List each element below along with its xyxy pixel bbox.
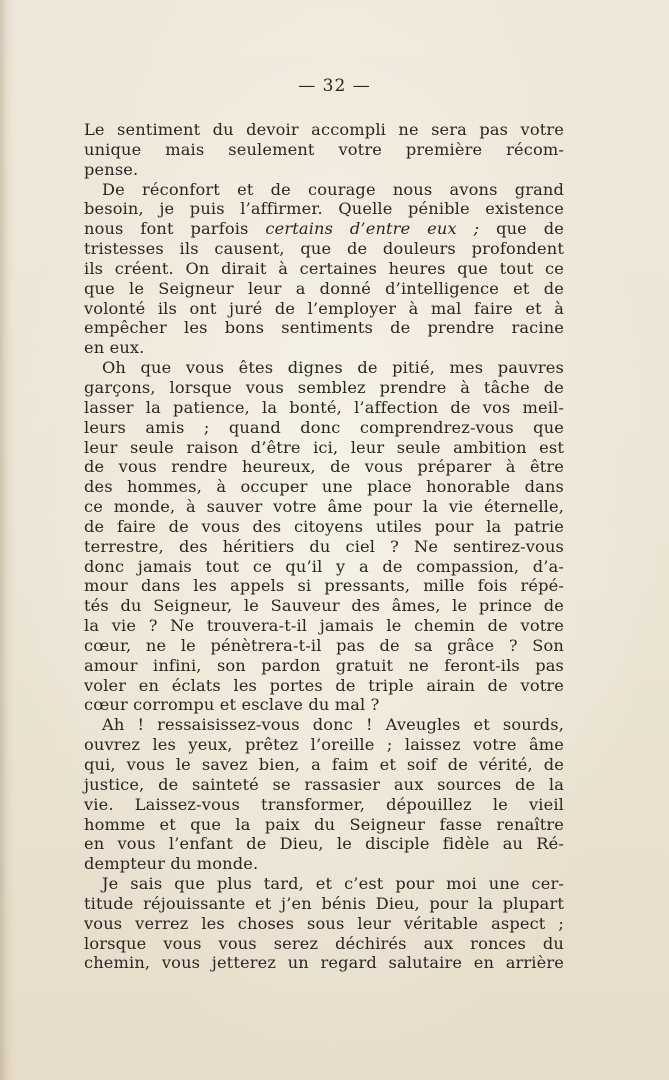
text-line: vie. Laissez-vous transformer, dépouillez le vieil <box>84 794 564 814</box>
text-line: tés du Seigneur, le Sauveur des âmes, le prince de <box>84 596 564 616</box>
text-line: de faire de vous des citoyens utiles pour la patrie <box>84 516 564 536</box>
text-line: leurs amis ; quand donc comprendrez-vous que <box>84 417 564 437</box>
text-line: amour infini, son pardon gratuit ne feront-ils pas <box>84 655 564 675</box>
text-line: donc jamais tout ce qu’il y a de compassion, d’a- <box>84 556 564 576</box>
text-line: voler en éclats les portes de triple airain de votre <box>84 675 564 695</box>
text-line: qui, vous le savez bien, a faim et soif de vérité, de <box>84 755 564 774</box>
text-line: en eux. <box>84 338 145 358</box>
italic-phrase: certains d’entre eux ; <box>265 219 480 239</box>
text-line: dempteur du monde. <box>84 854 259 874</box>
body-text <box>84 120 564 973</box>
text-line-with-italic <box>84 219 564 239</box>
text-line: ouvrez les yeux, prêtez l’oreille ; laissez votre âme <box>84 735 564 755</box>
text-line: homme et que la paix du Seigneur fasse renaître <box>84 814 564 834</box>
text-line: unique mais seulement votre première récom- <box>84 139 564 159</box>
text-line: ils créent. On dirait à certaines heures que tout ce <box>84 258 564 278</box>
text-line: chemin, vous jetterez un regard salutaire en arrière <box>84 953 564 973</box>
text-line: tristesses ils causent, que de douleurs profondent <box>84 239 564 259</box>
text-line: mour dans les appels si pressants, mille fois répé- <box>84 576 564 596</box>
text-line: garçons, lorsque vous semblez prendre à tâche de <box>84 377 564 397</box>
text-line: des hommes, à occuper une place honorable dans <box>84 477 564 497</box>
text-line: lorsque vous vous serez déchirés aux ronces du <box>84 933 564 953</box>
text-line: besoin, je puis l’affirmer. Quelle pénible existence <box>84 199 564 219</box>
text-line: volonté ils ont juré de l’employer à mal faire et à <box>84 298 564 318</box>
text-line: Ah ! ressaisissez-vous donc ! Aveugles et sourds, <box>102 715 564 735</box>
text-line: en vous l’enfant de Dieu, le disciple fidèle au Ré- <box>84 834 564 854</box>
text-line: la vie ? Ne trouvera-t-il jamais le chemin de votre <box>84 616 564 636</box>
text-line: de vous rendre heureux, de vous préparer à être <box>84 457 564 477</box>
text-line: justice, de sainteté se rassasier aux sources de la <box>84 774 564 794</box>
text-line: empêcher les bons sentiments de prendre racine <box>84 318 564 338</box>
text-line: De réconfort et de courage nous avons grand <box>102 179 564 199</box>
page-binding-shadow <box>0 0 14 1080</box>
text-line: cœur, ne le pénètrera-t-il pas de sa grâce ? Son <box>84 635 564 655</box>
text-segment: nous font parfois <box>84 219 249 239</box>
text-line: terrestre, des héritiers du ciel ? Ne sentirez-vous <box>84 536 564 556</box>
text-line: Je sais que plus tard, et c’est pour moi une cer- <box>102 874 564 894</box>
text-line: lasser la patience, la bonté, l’affection de vos meil- <box>84 397 564 417</box>
text-segment: que de <box>496 219 565 239</box>
text-line: titude réjouissante et j’en bénis Dieu, pour la plupart <box>84 893 564 913</box>
page-number: — 32 — <box>298 76 371 96</box>
text-line: que le Seigneur leur a donné d’intelligence et de <box>84 278 564 298</box>
text-line: ce monde, à sauver votre âme pour la vie éternelle, <box>84 497 564 517</box>
text-line: vous verrez les choses sous leur véritable aspect ; <box>84 913 564 933</box>
text-line: cœur corrompu et esclave du mal ? <box>84 695 380 715</box>
text-line: Le sentiment du devoir accompli ne sera pas votre <box>84 120 564 139</box>
text-line: Oh que vous êtes dignes de pitié, mes pauvres <box>102 358 564 378</box>
text-line: pense. <box>84 159 139 179</box>
text-line: leur seule raison d’être ici, leur seule ambition est <box>84 437 564 457</box>
